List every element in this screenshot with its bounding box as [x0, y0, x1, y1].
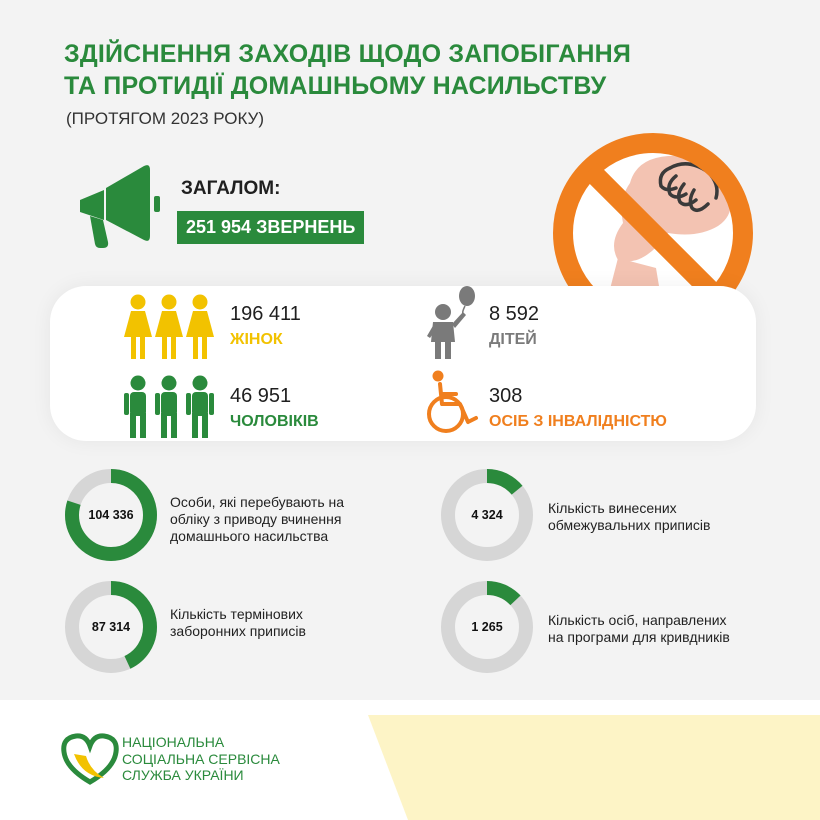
- title-line-1: ЗДІЙСНЕННЯ ЗАХОДІВ ЩОДО ЗАПОБІГАННЯ: [64, 40, 632, 68]
- ring-desc-line: Кількість винесених: [548, 500, 677, 516]
- stat-women-number: 196 411: [230, 303, 301, 325]
- ring-value-1: 104 336: [88, 508, 134, 522]
- total-badge: 251 954 ЗВЕРНЕНЬ: [177, 211, 364, 244]
- stat-disabled-label: ОСІБ З ІНВАЛІДНІСТЮ: [489, 413, 667, 430]
- stat-disabled: [489, 384, 667, 433]
- ring-value-4: 1 265: [471, 620, 503, 634]
- ring-desc-line: заборонних приписів: [170, 623, 306, 639]
- men-icon: [122, 375, 216, 439]
- stat-children: [489, 302, 539, 351]
- wheelchair-icon: [424, 370, 482, 436]
- ring-desc-line: домашнього насильства: [170, 528, 329, 544]
- page-title: [64, 38, 631, 102]
- logo-text: [122, 734, 280, 784]
- ring-desc-3: [170, 606, 306, 640]
- ring-desc-2: [548, 500, 710, 534]
- ring-desc-line: обліку з приводу вчинення: [170, 511, 342, 527]
- title-line-2: ТА ПРОТИДІЇ ДОМАШНЬОМУ НАСИЛЬСТВУ: [64, 72, 607, 100]
- ring-desc-1: [170, 494, 344, 545]
- megaphone-icon: [70, 160, 162, 252]
- stat-men: [230, 384, 319, 433]
- ring-value-3: 87 314: [91, 620, 131, 634]
- ring-desc-4: [548, 612, 730, 646]
- women-icon: [122, 293, 216, 361]
- stat-men-label: ЧОЛОВІКІВ: [230, 413, 319, 430]
- stat-children-number: 8 592: [489, 303, 540, 325]
- stat-men-number: 46 951: [230, 385, 292, 407]
- stat-children-label: ДІТЕЙ: [489, 331, 537, 348]
- ring-desc-line: на програми для кривдників: [548, 629, 730, 645]
- logo-line-3: СЛУЖБА УКРАЇНИ: [122, 767, 244, 783]
- page-subtitle: (ПРОТЯГОМ 2023 РОКУ): [66, 109, 264, 128]
- ring-desc-line: обмежувальних приписів: [548, 517, 711, 533]
- total-label: ЗАГАЛОМ:: [181, 178, 281, 199]
- ring-value-2: 4 324: [471, 508, 503, 522]
- stat-women-label: ЖІНОК: [230, 331, 283, 348]
- ring-desc-line: Особи, які перебувають на: [170, 494, 345, 510]
- ring-desc-line: Кількість осіб, направлених: [548, 612, 727, 628]
- footer-decoration: [368, 715, 820, 820]
- child-icon: [425, 284, 477, 360]
- stat-disabled-number: 308: [489, 385, 523, 407]
- stat-women: [230, 302, 301, 351]
- logo-heart-icon: [60, 732, 120, 786]
- ring-desc-line: Кількість термінових: [170, 606, 303, 622]
- logo-line-2: СОЦІАЛЬНА СЕРВІСНА: [122, 750, 280, 767]
- logo-line-1: НАЦІОНАЛЬНА: [122, 734, 225, 750]
